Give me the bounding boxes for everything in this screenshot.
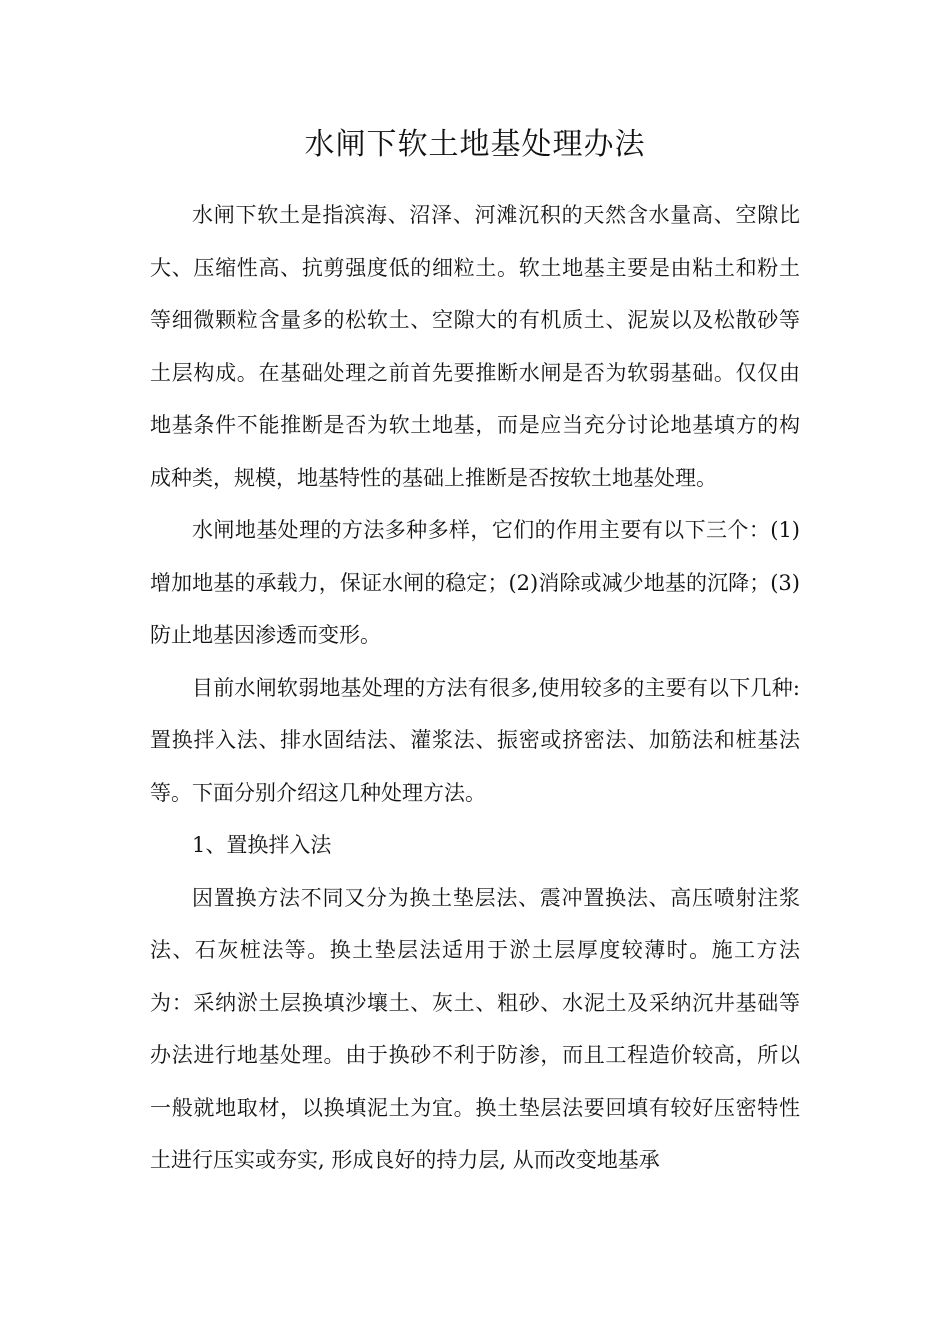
paragraph-methods-purpose: 水闸地基处理的方法多种多样，它们的作用主要有以下三个：(1)增加地基的承载力，保证水闸的稳定；(2)消除或减少地基的沉降；(3)防止地基因渗透而变形。: [150, 518, 800, 647]
section-heading-replacement: 1、置换拌入法: [192, 833, 332, 857]
paragraph-replacement: 因置换方法不同又分为换土垫层法、震冲置换法、高压喷射注浆法、石灰桩法等。换土垫层法适用于淤土层厚度较薄时。施工方法为：采纳淤土层换填沙壤土、灰土、粗砂、水泥土及采纳沉井基础等办法进行地基处理。由于换砂不利于防渗，而且工程造价较高，所以一般就地取材，以换填泥土为宜。换土垫层法要回填有较好压密特性土进行压实或夯实, 形成良好的持力层, 从而改变地基承: [150, 885, 800, 1172]
document-body: [150, 189, 800, 1187]
paragraph-intro: 水闸下软土是指滨海、沼泽、河滩沉积的天然含水量高、空隙比大、压缩性高、抗剪强度低的细粒土。软土地基主要是由粘土和粉土等细微颗粒含量多的松软土、空隙大的有机质土、泥炭以及松散砂等土层构成。在基础处理之前首先要推断水闸是否为软弱基础。仅仅由地基条件不能推断是否为软土地基，而是应当充分讨论地基填方的构成种类，规模，地基特性的基础上推断是否按软土地基处理。: [150, 203, 800, 490]
document-title: 水闸下软土地基处理办法: [304, 127, 646, 162]
paragraph-methods-list: 目前水闸软弱地基处理的方法有很多,使用较多的主要有以下几种:置换拌入法、排水固结法、灌浆法、振密或挤密法、加筋法和桩基法等。下面分别介绍这几种处理方法。: [150, 675, 800, 805]
